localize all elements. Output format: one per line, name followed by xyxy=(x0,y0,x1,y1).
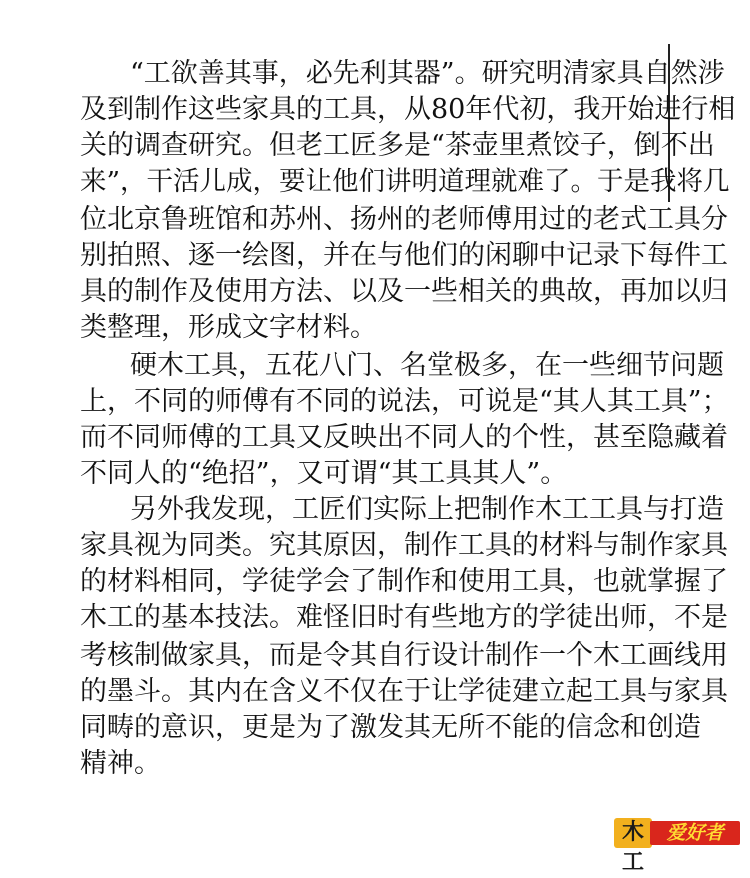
paragraph-2-line-4: 不同人的“绝招”，又可谓“其工具其人”。 xyxy=(80,458,568,489)
paragraph-1-line-1: “工欲善其事，必先利其器”。研究明清家具自然涉 xyxy=(130,58,725,89)
paragraph-2-line-2: 上，不同的师傅有不同的说法，可说是“其人其工具”； xyxy=(80,386,729,417)
paragraph-2-line-3: 而不同师傅的工具又反映出不同人的个性，甚至隐藏着 xyxy=(80,422,728,453)
paragraph-3-line-4: 木工的基本技法。难怪旧时有些地方的学徒出师，不是 xyxy=(80,602,728,633)
paragraph-3-line-8: 精神。 xyxy=(80,748,161,779)
paragraph-3-line-7: 同畴的意识，更是为了激发其无所不能的信念和创造 xyxy=(80,712,701,743)
paragraph-1-line-6: 别拍照、逐一绘图，并在与他们的闲聊中记录下每件工 xyxy=(80,240,728,271)
paragraph-3-line-5: 考核制做家具，而是令其自行设计制作一个木工画线用 xyxy=(80,640,728,671)
paragraph-1-line-4: 来”，干活儿成，要让他们讲明道理就难了。于是我将几 xyxy=(80,166,730,197)
paragraph-3-line-6: 的墨斗。其内在含义不仅在于让学徒建立起工具与家具 xyxy=(80,676,728,707)
paragraph-1-line-5: 位北京鲁班馆和苏州、扬州的老师傅用过的老式工具分 xyxy=(80,204,728,235)
paragraph-3-line-2: 家具视为同类。究其原因，制作工具的材料与制作家具 xyxy=(80,530,728,561)
paragraph-1-line-3: 关的调查研究。但老工匠多是“茶壶里煮饺子，倒不出 xyxy=(80,130,715,161)
paragraph-3-line-1: 另外我发现，工匠们实际上把制作木工工具与打造 xyxy=(130,494,724,525)
watermark-logo xyxy=(614,818,742,875)
paragraph-1-line-8: 类整理，形成文字材料。 xyxy=(80,312,377,343)
logo-mark: 木工 xyxy=(614,818,652,848)
paragraph-3-line-3: 的材料相同，学徒学会了制作和使用工具，也就掌握了 xyxy=(80,566,728,597)
paragraph-1-line-2: 及到制作这些家具的工具，从80年代初，我开始进行相 xyxy=(80,94,736,125)
logo-text: 爱好者 xyxy=(650,821,740,845)
paragraph-1-line-7: 具的制作及使用方法、以及一些相关的典故，再加以归 xyxy=(80,276,728,307)
paragraph-2-line-1: 硬木工具，五花八门、名堂极多，在一些细节问题 xyxy=(130,350,724,381)
